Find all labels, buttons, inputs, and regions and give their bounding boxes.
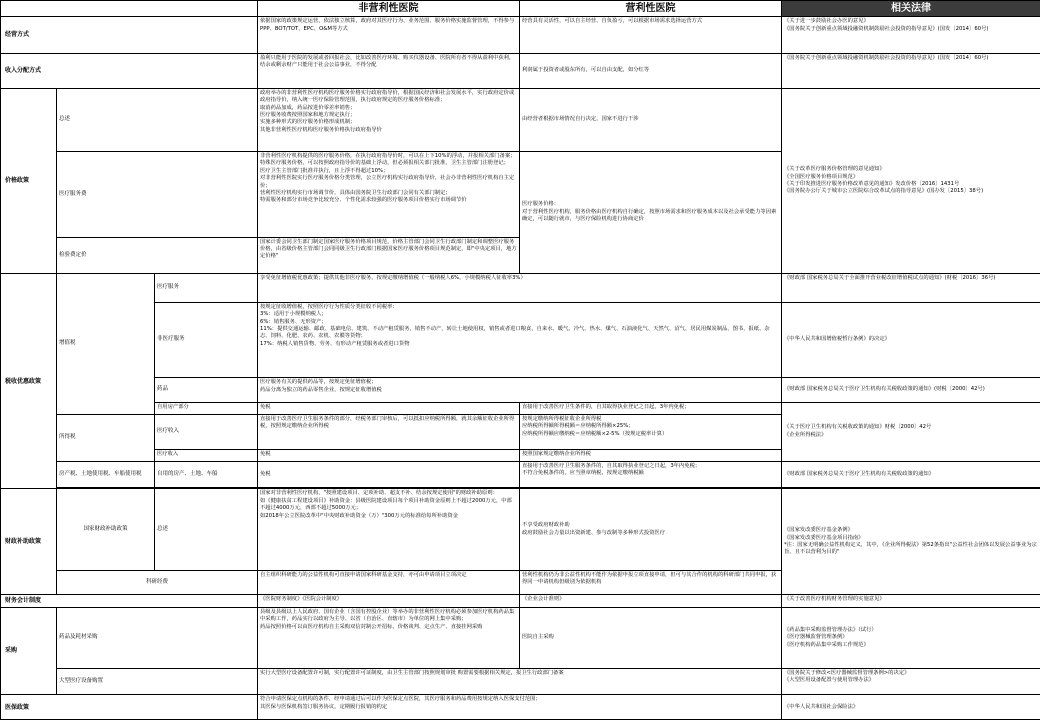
law-cell: 《中华人民共和国社会保险法》	[782, 695, 1040, 720]
tax-type-label: 房产税、土地使用税、车船使用税	[57, 461, 155, 488]
row-subcategory-label: 医疗收入	[155, 414, 258, 449]
forprofit-cell: 直接用于改善医疗卫生服务条件的，自其取得执业登记之日起，3年内免税； 不符合免税条件的，应当照章纳税，按规定缴纳税额	[520, 461, 782, 488]
nonprofit-cell: 盈利只能用于医院的发展或者回报社会，比如改善医疗环境、购买仪器设备、医院所有者不得从盈利中获利，结余或剩余财产只能用于社会公益事业，不得分配	[258, 54, 520, 89]
forprofit-cell: 利润属于投资者或股东所有，可以自由支配，如分红等	[520, 54, 782, 89]
row-subcategory-label: 医疗服务	[155, 274, 258, 303]
tax-type-label: 所得税	[57, 414, 155, 461]
table-row	[1, 54, 1040, 89]
table-row	[1, 595, 1040, 607]
shared-cell: 享受免征增值税优惠政策；提供其他非医疗服务，按规定缴纳增值税（一般纳税人6%，小规模纳税人征收率3%）	[258, 274, 782, 303]
column-header-nonprofit: 非营利性医院	[258, 1, 520, 17]
forprofit-cell: 不享受政府财政补助 政府鼓励社会力量以出资新建、参与改制等多种形式投资医疗	[520, 489, 782, 571]
row-subcategory-label: 自用房产部分	[155, 402, 258, 414]
column-header-forprofit: 营利性医院	[520, 1, 782, 17]
nonprofit-cell: 非营利性医疗机构提供的医疗服务价格，在执行政府指导价时，可以在上下10%的浮动，并报相关部门备案； 特殊医疗服务价格，可以按照政府指导价的基础上浮动，但必须报相关部门批准，卫生主管部门注册登记； 医疗卫生主管部门批准并执行，且上浮不得超过10%； 对非营利性医院实行医疗服务价格分类管理，公立医疗机构实行政府指导价，社会办非营利性医疗机构自主定价； 营利性医疗机构实行市场调节价，具体由国务院卫生行政部门会同有关部门制定； 特需服务和部分市场竞争比较充分、个性化需求较强的医疗服务项目价格实行市场调节价	[258, 151, 520, 237]
row-category-label: 财政补助政策	[1, 489, 57, 595]
header-row	[1, 1, 1040, 17]
nonprofit-cell: 免税	[258, 449, 520, 461]
nonprofit-cell: 政府举办的非营利性医疗机构医疗服务价格实行政府指导价，根据国民经济和社会发展水平，实行政府定价或政府指导价，纳入统一医疗保险管理范围，执行政府规定的医疗服务价格标准； 取消药品加成，药品按进价零差率销售； 医疗服务收费按照国家和地方规定执行； 实施多种形式的医疗服务价格形成机制； 其他非营利性医疗机构医疗服务价格执行政府指导价	[258, 88, 520, 151]
table-row	[1, 668, 1040, 695]
table-row	[1, 17, 1040, 54]
forprofit-cell: 由经营者根据市场情况自行决定，国家不进行干涉	[520, 88, 782, 151]
row-subcategory-label: 大型医疗设备购置	[57, 668, 258, 695]
law-cell: 《财政部 国家税务总局关于全面推开营业税改征增值税试点的通知》(财税〔2016〕36号)	[782, 274, 1040, 303]
nonprofit-cell: 《医院财务制度》《医院会计制度》	[258, 595, 520, 607]
row-category-label: 价格政策	[1, 88, 57, 274]
row-subcategory-label: 科研经费	[57, 571, 258, 595]
law-cell: 《关于改善医疗机构财务管理的实施意见》	[782, 595, 1040, 607]
row-subcategory-label: 医疗服务费	[57, 151, 258, 237]
forprofit-cell: 《企业会计准则》	[520, 595, 782, 607]
row-subcategory-label: 自用的房产、土地、车船	[155, 461, 258, 488]
nonprofit-cell: 自主组织科研能力的公益性机构可直接申请国家科研基金支持，亦可由申请项目立项决定	[258, 571, 520, 595]
law-cell: 《药品集中采购监督管理办法》（试行） 《医疗器械监督管理条例》 《医疗机构药品集中采购工作规范》	[782, 607, 1040, 668]
table-row	[1, 607, 1040, 668]
forprofit-cell: 医院自主采购	[520, 607, 782, 668]
nonprofit-cell: 依据国家的政策规定运营，依法独立核算，政府对其医疗行为、业务范围、服务价格实施监督管理，不得参与PPP、BOT/TOT、EPC、O&M等方式	[258, 17, 520, 54]
row-subcategory-label: 药品	[155, 378, 258, 402]
row-subcategory-label: 非医疗服务	[155, 302, 258, 377]
law-cell: 《财政部 国家税务总局关于医疗卫生机构有关税收政策的通知》	[782, 461, 1040, 488]
forprofit-cell: 直接用于改善医疗卫生条件的，自其取得执业登记之日起，3年内免税；	[520, 402, 782, 414]
nonprofit-cell: 国家对非营利性医疗机构，"按照建设项目、定项补助、超支不补、结余按规定使用"的财政补助原则： 如《健康扶贫工程建设项目》补助资金：县级医院建设项目每个项目补助资金原则上不超过2000万元，中部不超过4000万元，西部不超过5000万元； 如2018年公立医院改革中"中央财政补助资金（万）"300万元的标准给每所补助资金	[258, 489, 520, 571]
law-cell: 《关于医疗卫生机构有关税收政策的通知》财税〔2000〕42号 《企业所得税法》	[782, 402, 1040, 461]
nonprofit-cell: 直接用于改善医疗卫生服务条件的部分，经税务部门审核后，可以抵扣应纳税所得额，就其余额征收企业所得税，按照规定缴纳企业所得税	[258, 414, 520, 449]
forprofit-text: 购置需要根据相关规定，报卫生行政部门备案	[457, 669, 564, 676]
header-corner-cell	[1, 1, 258, 17]
nonprofit-cell: 免税	[258, 402, 520, 414]
row-subcategory-label: 检验费定价	[57, 237, 258, 274]
tax-type-label: 增值税	[57, 274, 155, 415]
row-subcategory-label: 国家财政补助政策	[57, 489, 155, 571]
law-cell: 《国务院关于创新重点领域投融资机制鼓励社会投资的指导意见》(国发〔2014〕60号)	[782, 54, 1040, 89]
nonprofit-text: 实行大型医疗设备配置许可制，实行配置许可证制度，由卫生主管部门按照规划审批	[260, 669, 456, 676]
nonprofit-cell: 县级及县级以上人民政府、国有企业（含国有控股企业）等举办的非营利性医疗机构必须参加医疗机构药品集中采购工作，药品实行以政府为主导、以省（自治区、直辖市）为单位的网上集中采购； 药品按照价格可以由医疗机构自主采购双信封制公开招标，价格谈判、定点生产、直接挂网采购	[258, 607, 520, 668]
table-row	[1, 88, 1040, 151]
shared-cell: 按规定征收增值税，按照医疗行为性质分类征收不同税率： 3%：适用于小规模纳税人； 6%：销售服务、无形资产； 11%：提供交通运输、邮政、基础电信、建筑、不动产租赁服务，销售不动产，转让土地使用权，销售或者进口粮食、自来水、暖气、冷气、热水、煤气、石油液化气、天然气、沼气、居民用煤炭制品、图书、报纸、杂志、饲料、化肥、农药、农机、农膜等货物； 17%：纳税人销售货物、劳务、有形动产租赁服务或者进口货物	[258, 302, 782, 377]
row-subcategory-label: 药品及耗材采购	[57, 607, 258, 668]
table-row	[1, 489, 1040, 571]
nonprofit-cell: 免税	[258, 461, 520, 488]
law-cell: 《国务院关于修改<医疗器械监督管理条例>的决定》 《大型医用设备配置与使用管理办法》	[782, 668, 1040, 695]
table-row	[1, 461, 1040, 488]
row-subcategory-label: 总述	[57, 88, 258, 151]
row-subcategory-label: 医疗收入	[155, 449, 258, 461]
forprofit-cell: 按规定缴纳所得税征收企业所得税 应纳税所得额所得税额＝应纳税所得额×25%； 应纳税所得额应缴纳税＝应纳税额×2-5%（按规定税率计算）	[520, 414, 782, 449]
law-cell: 《财政部 国家税务总局关于医疗卫生机构有关税收政策的通知》(财税〔2000〕42号)	[782, 378, 1040, 402]
shared-cell	[258, 668, 782, 695]
nonprofit-cell: 国家计委会同卫生部门制定国家医疗服务价格项目规范，价格主管部门会同卫生行政部门制定和调整医疗服务价格，由省级价格主管部门会同同级卫生行政部门根据国家医疗服务价格项目规范制定，即"中央定项目，地方定价格"	[258, 237, 520, 274]
row-category-label: 收入分配方式	[1, 54, 258, 89]
table-row	[1, 378, 1040, 402]
law-cell: 《关于改革医疗服务价格管理的意见通知》 《全国医疗服务价格项目规范》 《关于印发推进医疗服务价格改革意见的通知》发改价格〔2016〕1431号 《国务院办公厅关于城市公立医院综合改革试点的指导意见》(国办发〔2015〕38号)	[782, 88, 1040, 274]
shared-cell: 符合申请医保定点机构的条件，经申请通过后可以作为医保定点医院，其医疗服务和药品费用按规定纳入医保支付范围； 其医保与医保机构签订服务协议，定期履行报销的约定	[258, 695, 782, 720]
shared-cell: 医疗服务有关的提供药品等，按规定免征增值税； 药品分离为独立的药品零售企业，按规定征收增值税	[258, 378, 782, 402]
row-category-label: 税收优惠政策	[1, 274, 57, 489]
forprofit-cell: 医疗服务价格： 对于营利性医疗机构，服务价格由医疗机构自行确定，按照市场需求和医疗服务成本以及社会承受能力等因素确定，可以随行就市，与医疗保险机构进行协商定价	[520, 151, 782, 273]
row-category-label: 经营方式	[1, 17, 258, 54]
forprofit-cell: 营利性机构仍为非公益性机构不能作为依据申报立项直接申请，但可与其合作的机构的科研部门共同申报，获得同一申请机构但级别为依据机构	[520, 571, 782, 595]
table-row	[1, 402, 1040, 414]
row-subcategory-label: 总述	[155, 489, 258, 571]
forprofit-cell: 经营具有灵活性，可以自主经营、自负盈亏，可以根据市场需求选择运营方式	[520, 17, 782, 54]
table-row	[1, 274, 1040, 303]
table-row	[1, 695, 1040, 720]
law-cell: 《关于进一步鼓励社会办医的意见》 《国务院关于创新重点领域投融资机制鼓励社会投资的指导意见》(国发〔2014〕60号)	[782, 17, 1040, 54]
law-cell: 《中华人民共和国增值税暂行条例》的决定》	[782, 302, 1040, 377]
law-cell: 《国家发改委医疗基金条例》 《国家发改委医疗基金项目指南》 *注：国家无明确公益性机构定义，其中，《企业所得税法》第52条指出"公益性社会团体以发展公益事业为宗旨，且不以营利为目的"	[782, 489, 1040, 595]
table-row	[1, 302, 1040, 377]
row-category-label: 采购	[1, 607, 57, 695]
forprofit-cell: 按照国家规定缴纳企业所得税	[520, 449, 782, 461]
row-category-label: 医保政策	[1, 695, 258, 720]
row-category-label: 财务会计制度	[1, 595, 258, 607]
column-header-law: 相关法律	[782, 1, 1040, 17]
